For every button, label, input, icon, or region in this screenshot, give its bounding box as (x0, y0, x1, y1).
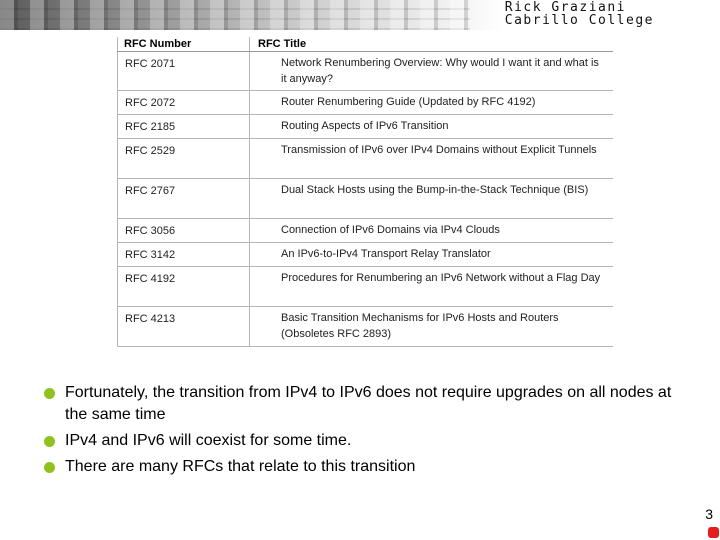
bullet-item (44, 456, 684, 478)
rfc-title-cell: Procedures for Renumbering an IPv6 Network without a Flag Day (250, 267, 614, 307)
bullet-list (44, 382, 684, 482)
keyboard-banner-image (0, 0, 470, 30)
table-header-row (118, 37, 614, 52)
header-banner (0, 0, 720, 30)
rfc-title-cell: Basic Transition Mechanisms for IPv6 Hosts and Routers (Obsoletes RFC 2893) (250, 307, 614, 347)
rfc-title-cell: Dual Stack Hosts using the Bump-in-the-Stack Technique (BIS) (250, 179, 614, 219)
table-row (118, 52, 614, 91)
bullet-text: IPv4 and IPv6 will coexist for some time. (65, 432, 352, 449)
column-header-rfc-title: RFC Title (250, 37, 614, 52)
corner-square-icon (708, 527, 719, 538)
rfc-title-cell: Routing Aspects of IPv6 Transition (250, 115, 614, 139)
bullet-dot-icon (44, 436, 55, 447)
rfc-title-cell: An IPv6-to-IPv4 Transport Relay Translator (250, 243, 614, 267)
table-row (118, 267, 614, 307)
brand-block (505, 1, 654, 27)
rfc-number-cell: RFC 3056 (118, 219, 250, 243)
rfc-title-cell: Network Renumbering Overview: Why would I want it and what is it anyway? (250, 52, 614, 91)
rfc-title-cell: Router Renumbering Guide (Updated by RFC 4192) (250, 91, 614, 115)
rfc-number-cell: RFC 4192 (118, 267, 250, 307)
rfc-number-cell: RFC 2767 (118, 179, 250, 219)
table-row (118, 307, 614, 347)
rfc-number-cell: RFC 2185 (118, 115, 250, 139)
author-name: Rick Graziani (504, 0, 627, 15)
bullet-text: There are many RFCs that relate to this transition (65, 458, 416, 475)
bullet-text: Fortunately, the transition from IPv4 to IPv6 does not require upgrades on all nodes at the same time (65, 384, 672, 423)
column-header-rfc-number: RFC Number (118, 37, 250, 52)
bullet-dot-icon (44, 462, 55, 473)
rfc-number-cell: RFC 2529 (118, 139, 250, 179)
bullet-item (44, 430, 684, 452)
table-row (118, 219, 614, 243)
page-number: 3 (705, 506, 713, 522)
table-row (118, 243, 614, 267)
rfc-number-cell: RFC 2071 (118, 52, 250, 91)
rfc-number-cell: RFC 4213 (118, 307, 250, 347)
rfc-number-cell: RFC 3142 (118, 243, 250, 267)
rfc-title-cell: Connection of IPv6 Domains via IPv4 Clouds (250, 219, 614, 243)
table-row (118, 139, 614, 179)
table-row (118, 115, 614, 139)
college-name: Cabrillo College (504, 13, 654, 28)
rfc-title-cell: Transmission of IPv6 over IPv4 Domains without Explicit Tunnels (250, 139, 614, 179)
table-row (118, 179, 614, 219)
bullet-item (44, 382, 684, 426)
table-row (118, 91, 614, 115)
rfc-number-cell: RFC 2072 (118, 91, 250, 115)
bullet-dot-icon (44, 388, 55, 399)
rfc-table (117, 37, 613, 347)
